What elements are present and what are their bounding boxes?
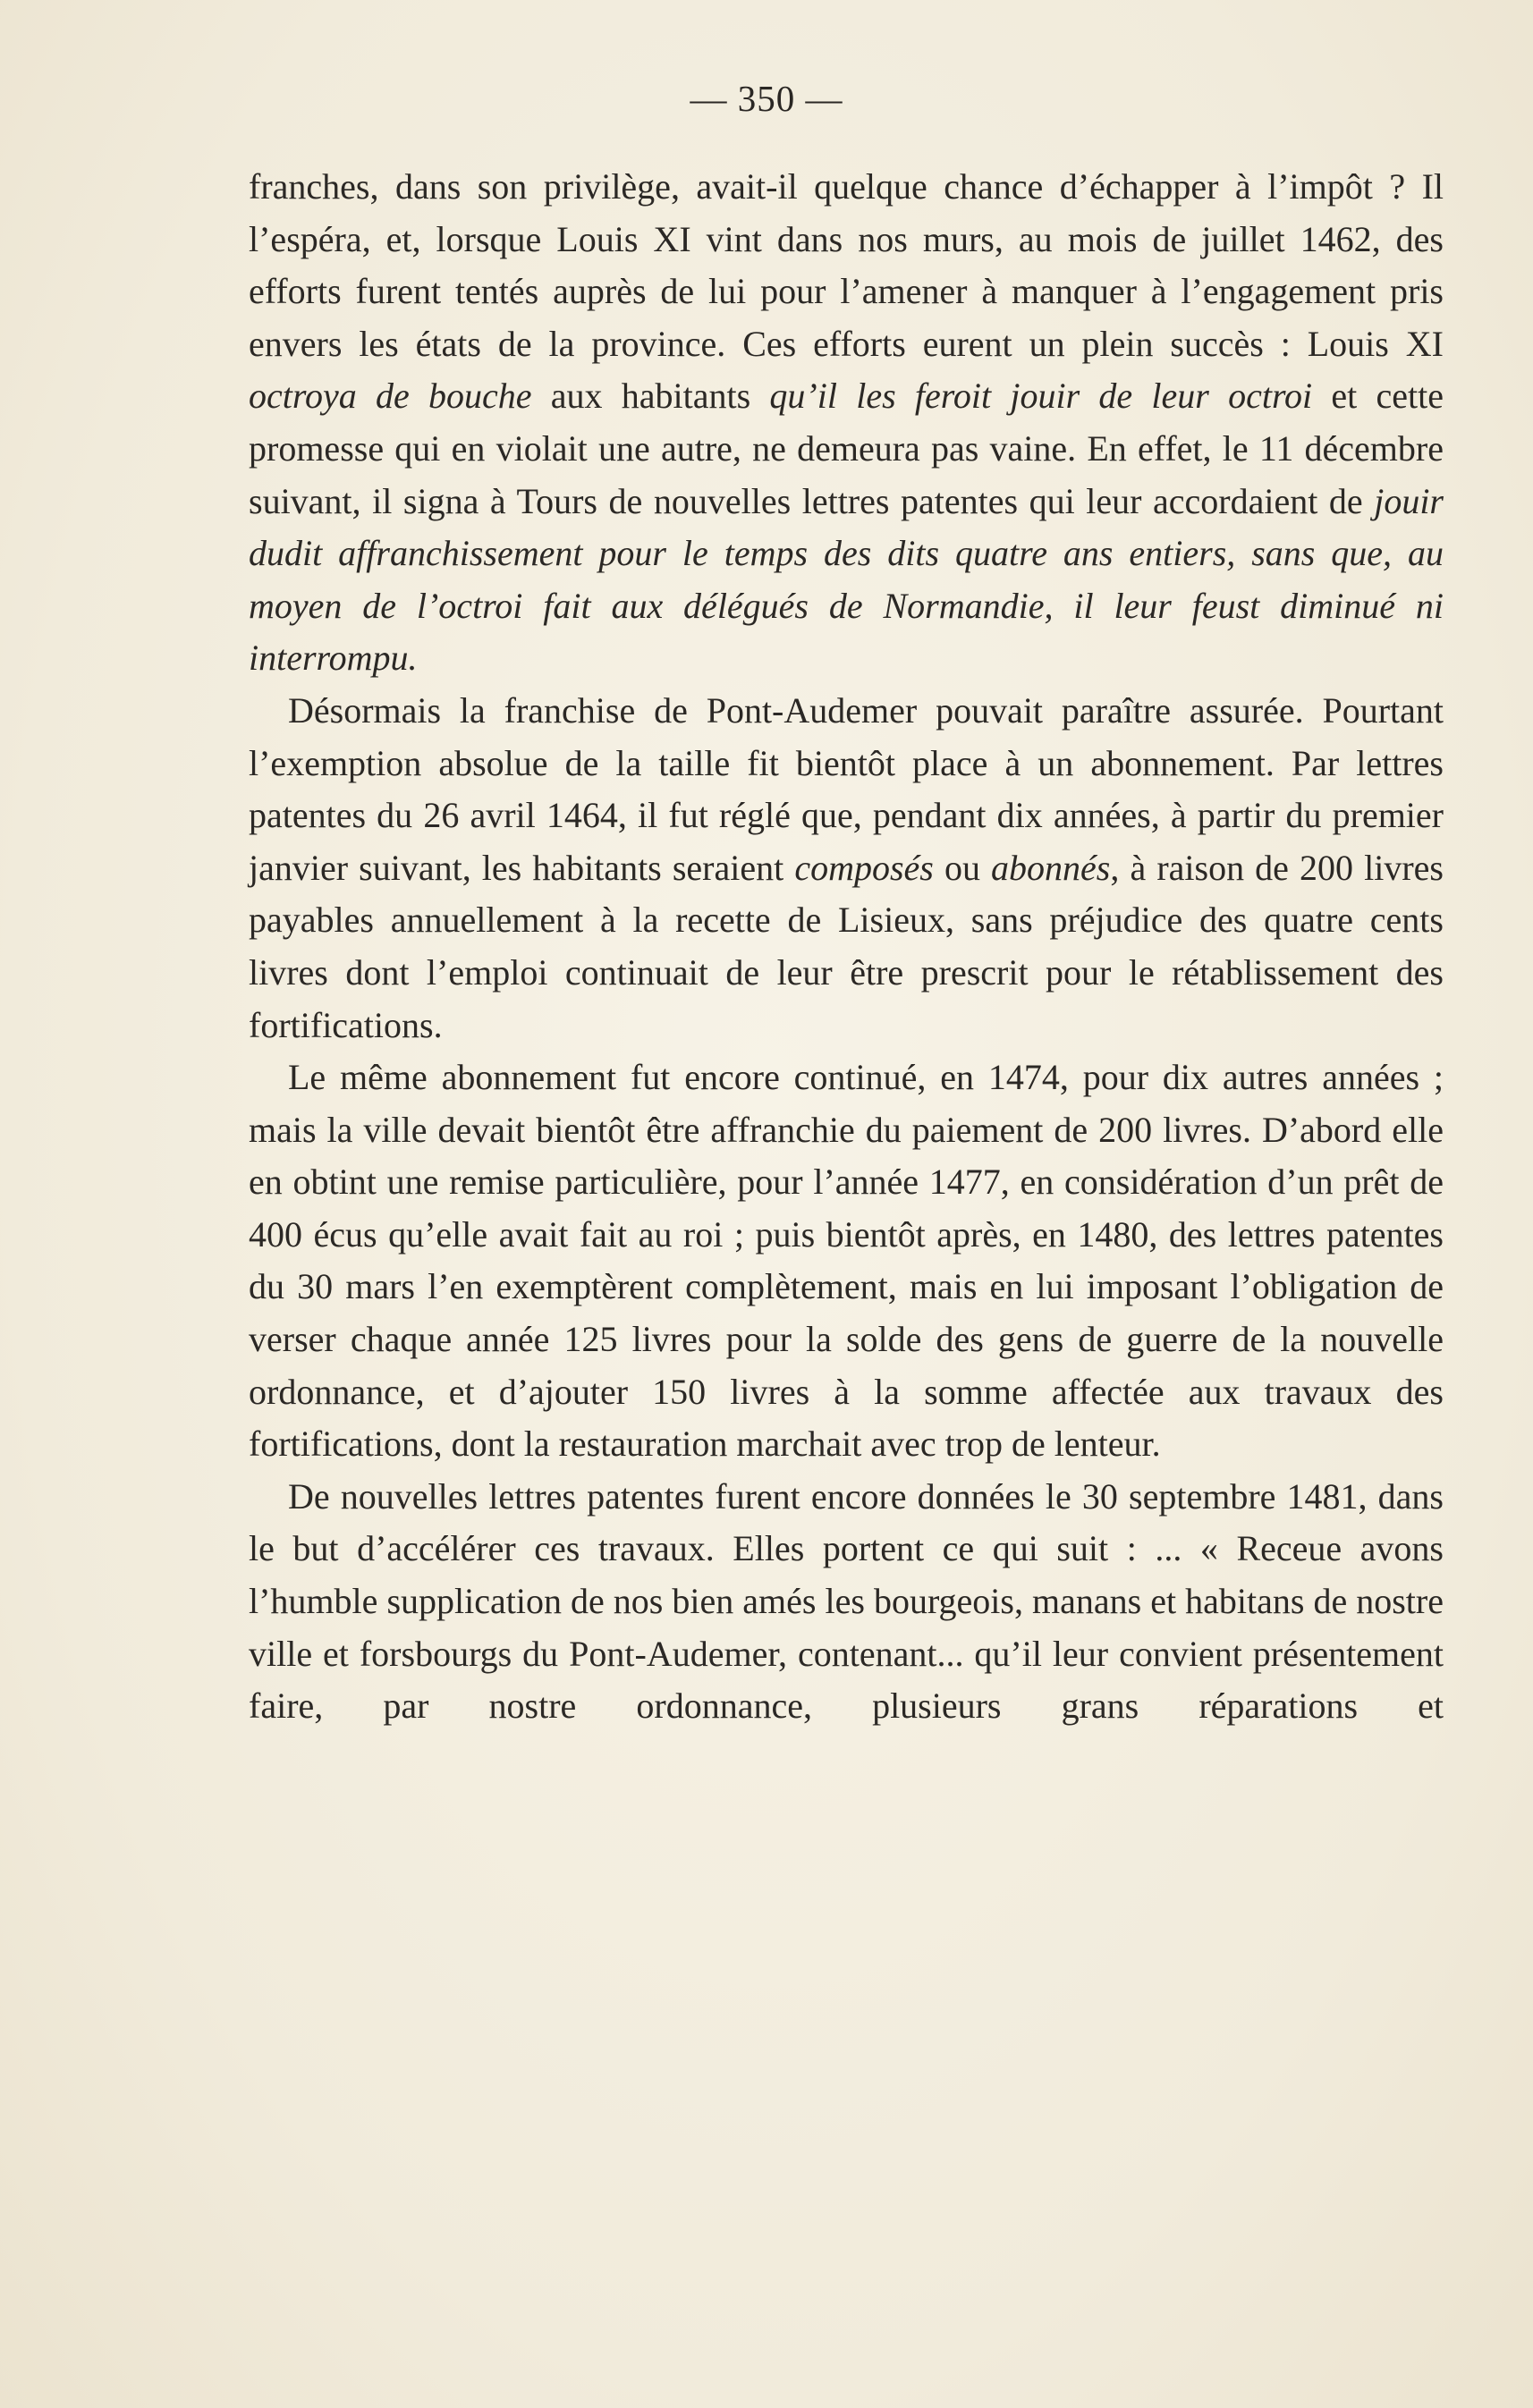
- paragraph-2: [249, 685, 1444, 1052]
- body-text: [249, 161, 1444, 1733]
- text-segment: Désormais la franchise de Pont-Audemer pouvait paraître assurée. Pourtant l’exemption absolue de la taille fit bientôt place à un abonnement. Par lettres patentes du 26 avril 1464, il fut réglé que, pendant dix années, à partir du premier janvier suivant, les habitants seraient: [249, 689, 1444, 888]
- text-segment: ou: [933, 847, 992, 888]
- paragraph-3: [249, 1052, 1444, 1471]
- text-segment: et cette promesse qui en violait une autre, ne demeura pas vaine. En effet, le 11 décembre suivant, il signa à Tours de nouvelles lettres patentes qui leur accordaient de: [249, 376, 1444, 521]
- page-number: — 350 —: [690, 78, 843, 119]
- paragraph-4: [249, 1471, 1444, 1733]
- text-segment: , à raison de 200 livres payables annuellement à la recette de Lisieux, sans préjudice des quatre cents livres dont l’emploi continuait de leur être prescrit pour le rétablissement des fortifications.: [249, 847, 1444, 1045]
- text-segment: franches, dans son privilège, avait-il quelque chance d’échapper à l’impôt ? Il l’espéra, et, lorsque Louis XI vint dans nos murs, au mois de juillet 1462, des efforts furent tentés auprès de lui pour l’amener à manquer à l’engagement pris envers les états de la province. Ces efforts eurent un plein succès : Louis XI: [249, 166, 1444, 364]
- text-segment: Le même abonnement fut encore continué, en 1474, pour dix autres années ; mais la ville devait bientôt être affranchie du paiement de 200 livres. D’abord elle en obtint une remise particulière, pour l’année 1477, en considération d’un prêt de 400 écus qu’elle avait fait au roi ; puis bientôt après, en 1480, des lettres patentes du 30 mars l’en exemptèrent complètement, mais en lui imposant l’obligation de verser chaque année 125 livres pour la solde des gens de guerre de la nouvelle ordonnance, et d’ajouter 150 livres à la somme affectée aux travaux des fortifications, dont la restauration marchait avec trop de lenteur.: [249, 1057, 1444, 1465]
- italic-segment: qu’il les feroit jouir de leur octroi: [769, 376, 1313, 417]
- italic-segment: abonnés: [991, 847, 1111, 888]
- text-segment: De nouvelles lettres patentes furent encore données le 30 septembre 1481, dans le but d’accélérer ces travaux. Elles portent ce qui suit : ... « Receue avons l’humble supplication de nos bien amés les bourgeois, manans et habitans de nostre ville et forsbourgs du Pont-Audemer, contenant... qu’il leur convient présentement faire, par nostre ordonnance, plusieurs grans réparations et: [249, 1475, 1444, 1727]
- paragraph-1: [249, 161, 1444, 685]
- italic-segment: jouir dudit affranchissement pour le temps des dits quatre ans entiers, sans que, au moyen de l’octroi fait aux délégués de Normandie, il leur feust diminué ni interrompu.: [249, 480, 1444, 679]
- text-segment: aux habitants: [531, 376, 770, 417]
- italic-segment: composés: [794, 847, 934, 888]
- italic-segment: octroya de bouche: [249, 376, 532, 417]
